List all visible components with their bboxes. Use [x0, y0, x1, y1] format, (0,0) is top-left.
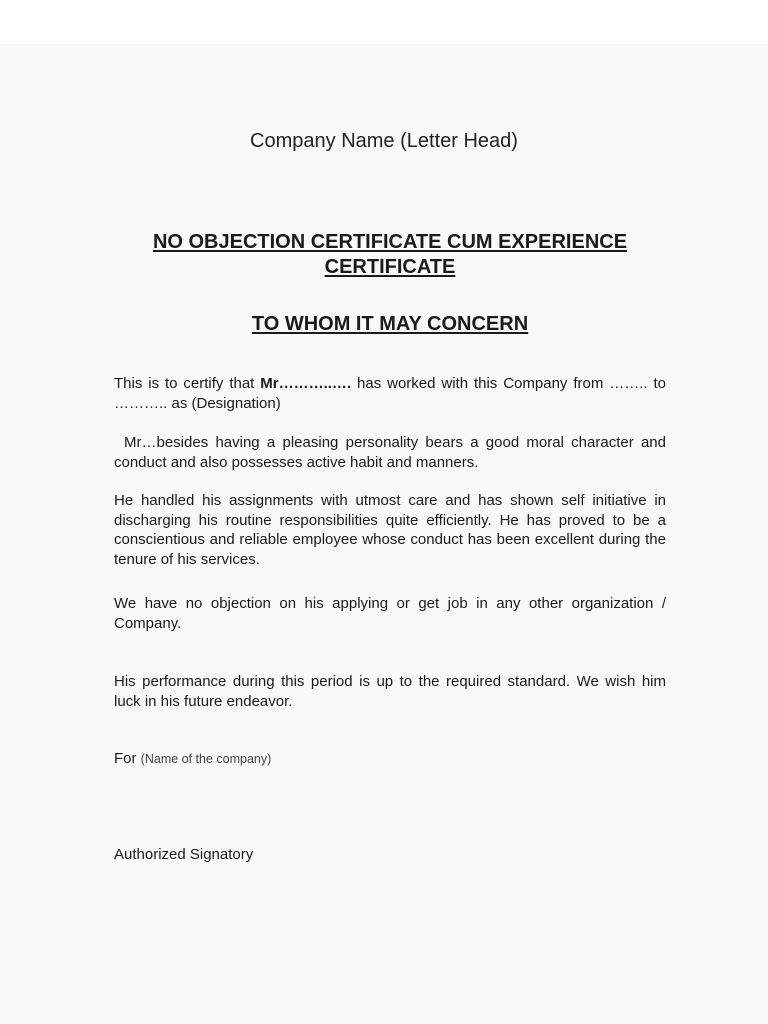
letterhead: Company Name (Letter Head): [250, 130, 518, 152]
paragraph-assignments: He handled his assignments with utmost care and has shown self initiative in discharging his routine responsibilities quite efficiently. He has proved to be a conscientious and reliable employee whose conduct has been excellent during the tenure of his services.: [114, 492, 666, 568]
certificate-page: [0, 44, 768, 1024]
closing-for: [114, 750, 271, 767]
employee-name-placeholder: Mr………..….: [260, 375, 352, 392]
paragraph-no-objection: We have no objection on his applying or get job in any other organization / Company.: [114, 595, 666, 632]
for-label: For: [114, 750, 137, 767]
paragraph-character: Mr…besides having a pleasing personality bears a good moral character and conduct and also possesses active habit and manners.: [114, 434, 666, 471]
paragraph-performance: His performance during this period is up to the required standard. We wish him luck in his future endeavor.: [114, 673, 666, 710]
authorized-signatory: Authorized Signatory: [114, 846, 254, 863]
certificate-title: NO OBJECTION CERTIFICATE CUM EXPERIENCE CERTIFICATE: [152, 231, 628, 278]
salutation: TO WHOM IT MAY CONCERN: [251, 313, 529, 335]
certify-prefix: This is to certify that: [114, 375, 261, 392]
company-name-placeholder: (Name of the company): [140, 752, 272, 766]
paragraph-certification: [114, 374, 666, 413]
certify-suffix: has worked with this Company from …….. to ……….. as (Designation): [114, 375, 666, 412]
